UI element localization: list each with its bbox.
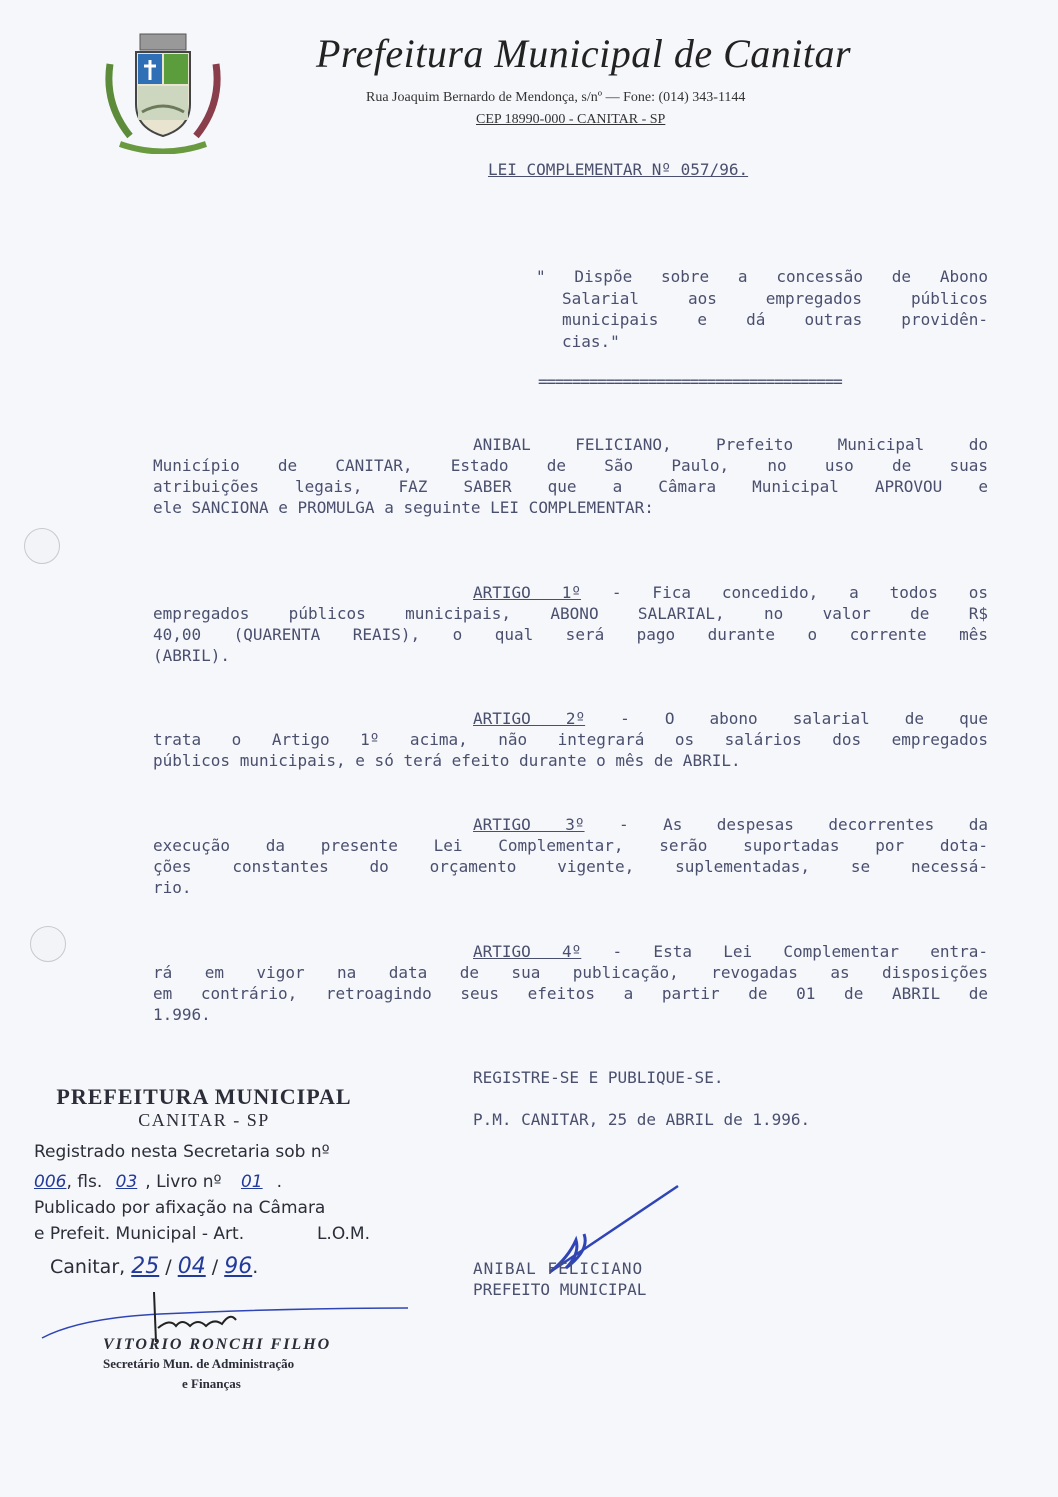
stamp-line6a: e Prefeit. Municipal - Art. [34, 1224, 245, 1244]
preamble-line: Município de CANITAR, Estado de São Paulo, no uso de suas [153, 456, 988, 475]
punch-hole-icon [30, 926, 66, 962]
fls-label: , fls. [66, 1172, 103, 1192]
article-line: execução da presente Lei Complementar, serão suportadas por dota- [153, 836, 988, 855]
stamp-line6 [34, 1224, 370, 1244]
stamp-line6b: L.O.M. [316, 1224, 370, 1244]
place-date: P.M. CANITAR, 25 de ABRIL de 1.996. [473, 1110, 811, 1129]
article-label: ARTIGO 3º [473, 815, 585, 834]
mayor-name: ANIBAL FELICIANO [473, 1259, 644, 1278]
article-line: rio. [153, 878, 192, 897]
article-line: ções constantes do orçamento vigente, suplementadas, se necessá- [153, 857, 988, 876]
article-text: - Fica concedido, a todos os [580, 583, 988, 602]
separator-line: ==================================== [538, 372, 842, 391]
secretary-title: Secretário Mun. de Administração [103, 1356, 295, 1371]
letterhead-cep: CEP 18990-000 - CANITAR - SP [476, 112, 666, 127]
registro-number: 006 [34, 1172, 67, 1192]
coat-of-arms-icon [100, 24, 226, 154]
stamp-line2: CANITAR - SP [138, 1110, 270, 1130]
article-line: empregados públicos municipais, ABONO SALARIAL, no valor de R$ [153, 604, 988, 623]
preamble-line: atribuições legais, FAZ SABER que a Câmara Municipal APROVOU e [153, 477, 988, 496]
fls-number: 03 [115, 1172, 138, 1192]
article-text: - Esta Lei Complementar entra- [581, 942, 988, 961]
law-title: LEI COMPLEMENTAR Nº 057/96. [488, 160, 749, 179]
date-label: Canitar, [50, 1256, 126, 1278]
mayor-title: PREFEITO MUNICIPAL [473, 1280, 647, 1299]
preamble-line: ANIBAL FELICIANO, Prefeito Municipal do [473, 435, 988, 454]
secretary-name: VITORIO RONCHI FILHO [103, 1336, 332, 1353]
law-ementa [536, 266, 988, 352]
mayor-block [473, 1258, 646, 1300]
ementa-line: Salarial aos empregados públicos [562, 288, 988, 308]
ementa-line: " Dispõe sobre a concessão de Abono [536, 267, 988, 286]
date-month: 04 [177, 1254, 206, 1279]
closing-phrase: REGISTRE-SE E PUBLIQUE-SE. [473, 1068, 724, 1087]
secretary-title2: e Finanças [182, 1376, 241, 1391]
article-2 [153, 708, 988, 771]
date-year: 96 [224, 1254, 253, 1279]
stamp-line1: PREFEITURA MUNICIPAL [56, 1084, 352, 1109]
article-line: 40,00 (QUARENTA REAIS), o qual será pago durante o corrente mês [153, 625, 988, 644]
letterhead-title: Prefeitura Municipal de Canitar [316, 31, 852, 76]
stamp-registration-line: 006, fls. 03 , Livro nº 01 . [34, 1172, 283, 1192]
preamble [153, 434, 988, 518]
article-line: trata o Artigo 1º acima, não integrará os salários dos empregados [153, 730, 988, 749]
registration-stamp [34, 1084, 374, 1131]
article-line: 1.996. [153, 1005, 211, 1024]
article-3 [153, 814, 988, 898]
letterhead-address: Rua Joaquim Bernardo de Mendonça, s/nº — Fone: (014) 343-1144 [366, 90, 746, 105]
stamp-date-line: Canitar, 25 / 04 / 96. [50, 1254, 259, 1279]
article-line: rá em vigor na data de sua publicação, revogadas as disposições [153, 963, 988, 982]
article-4 [153, 941, 988, 1025]
livro-label: , Livro nº [145, 1172, 222, 1192]
stamp-line3: Registrado nesta Secretaria sob nº [34, 1142, 330, 1162]
article-line: públicos municipais, e só terá efeito durante o mês de ABRIL. [153, 751, 741, 770]
article-text: - O abono salarial de que [585, 709, 988, 728]
livro-number: 01 [240, 1172, 263, 1192]
article-label: ARTIGO 4º [473, 942, 582, 961]
article-line: (ABRIL). [153, 646, 231, 665]
article-label: ARTIGO 2º [473, 709, 586, 728]
article-line: em contrário, retroagindo seus efeitos a partir de 01 de ABRIL de [153, 984, 988, 1003]
ementa-line: cias." [562, 331, 620, 351]
stamp-line5: Publicado por afixação na Câmara [34, 1198, 326, 1218]
date-day: 25 [131, 1254, 160, 1279]
article-1 [153, 582, 988, 666]
preamble-line: ele SANCIONA e PROMULGA a seguinte LEI COMPLEMENTAR: [153, 498, 654, 517]
ementa-line: municipais e dá outras providên- [562, 310, 988, 329]
punch-hole-icon [24, 528, 60, 564]
article-text: - As despesas decorrentes da [584, 815, 988, 834]
article-label: ARTIGO 1º [473, 583, 581, 602]
